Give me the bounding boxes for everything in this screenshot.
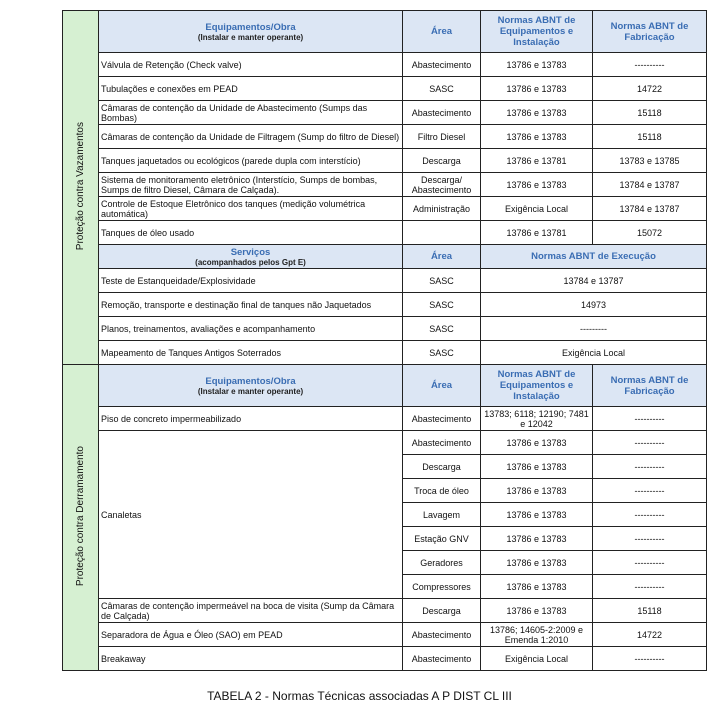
services-header-title: Serviços: [230, 246, 271, 258]
area-cell: Geradores: [403, 551, 481, 575]
fab-norms-header: Normas ABNT de Fabricação: [593, 365, 707, 407]
item-cell: Válvula de Retenção (Check valve): [99, 53, 403, 77]
item-cell: Tanques jaquetados ou ecológicos (parede dupla com interstício): [99, 149, 403, 173]
item-cell: Controle de Estoque Eletrônico dos tanques (medição volumétrica automática): [99, 197, 403, 221]
install-norms-cell: 13786 e 13783: [481, 173, 593, 197]
fab-norms-cell: 13784 e 13787: [593, 173, 707, 197]
area-cell: SASC: [403, 293, 481, 317]
service-cell: Mapeamento de Tanques Antigos Soterrados: [99, 341, 403, 365]
install-norms-cell: 13786 e 13781: [481, 221, 593, 245]
area-cell: Descarga: [403, 455, 481, 479]
section1-equip-header-row: [63, 11, 707, 53]
services-header-row: [63, 245, 707, 269]
table-row: [63, 269, 707, 293]
execution-norms-cell: 14973: [481, 293, 707, 317]
fab-norms-header: Normas ABNT de Fabricação: [593, 11, 707, 53]
canaletas-cell: Canaletas: [99, 431, 403, 599]
fab-norms-cell: ----------: [593, 455, 707, 479]
table-row: [63, 647, 707, 671]
section2-side-cell: [63, 365, 99, 671]
section1-side-label: Proteção contra Vazamentos: [74, 122, 86, 251]
area-cell: Administração: [403, 197, 481, 221]
section1-side-cell: [63, 11, 99, 365]
fab-norms-cell: ----------: [593, 647, 707, 671]
area-cell: Descarga/ Abastecimento: [403, 173, 481, 197]
item-cell: Câmaras de contenção impermeável na boca de visita (Sump da Câmara de Calçada): [99, 599, 403, 623]
area-cell: Abastecimento: [403, 431, 481, 455]
install-norms-cell: 13786 e 13783: [481, 101, 593, 125]
table-row: [63, 407, 707, 431]
service-cell: Planos, treinamentos, avaliações e acompanhamento: [99, 317, 403, 341]
area-cell: Abastecimento: [403, 647, 481, 671]
area-cell: Troca de óleo: [403, 479, 481, 503]
table-row: [63, 221, 707, 245]
standards-table-document: [62, 10, 706, 671]
item-cell: Tanques de óleo usado: [99, 221, 403, 245]
table-row: [63, 431, 707, 455]
fab-norms-cell: ----------: [593, 407, 707, 431]
install-norms-cell: 13786 e 13783: [481, 575, 593, 599]
equip-header-title: Equipamentos/Obra: [205, 375, 296, 387]
execution-norms-cell: Exigência Local: [481, 341, 707, 365]
area-cell: SASC: [403, 317, 481, 341]
table-row: [63, 125, 707, 149]
table-row: [63, 317, 707, 341]
fab-norms-cell: ----------: [593, 53, 707, 77]
fab-norms-cell: 15118: [593, 125, 707, 149]
services-area-header: Área: [403, 245, 481, 269]
item-cell: Câmaras de contenção da Unidade de Filtragem (Sump do filtro de Diesel): [99, 125, 403, 149]
install-norms-cell: 13786 e 13783: [481, 599, 593, 623]
section2-side-label: Proteção contra Derramamento: [74, 446, 86, 587]
install-norms-cell: 13786 e 13783: [481, 527, 593, 551]
table-row: [63, 101, 707, 125]
fab-norms-cell: 14722: [593, 77, 707, 101]
equip-header-subtitle: (Instalar e manter operante): [197, 32, 304, 42]
install-norms-cell: Exigência Local: [481, 197, 593, 221]
equip-header-title-cell: [99, 11, 403, 53]
section2-equip-header-row: [63, 365, 707, 407]
table-row: [63, 173, 707, 197]
item-cell: Câmaras de contenção da Unidade de Abastecimento (Sumps das Bombas): [99, 101, 403, 125]
item-cell: Sistema de monitoramento eletrônico (Interstício, Sumps de bombas, Sumps de filtro Diesel, Câmara de Calçada).: [99, 173, 403, 197]
services-header-title-cell: [99, 245, 403, 269]
fab-norms-cell: ----------: [593, 527, 707, 551]
install-norms-cell: 13786 e 13783: [481, 479, 593, 503]
install-norms-cell: 13786 e 13783: [481, 77, 593, 101]
fab-norms-cell: 13784 e 13787: [593, 197, 707, 221]
fab-norms-cell: ----------: [593, 479, 707, 503]
install-norms-header: Normas ABNT de Equipamentos e Instalação: [481, 365, 593, 407]
table-row: [63, 77, 707, 101]
service-cell: Remoção, transporte e destinação final de tanques não Jaquetados: [99, 293, 403, 317]
area-cell: Filtro Diesel: [403, 125, 481, 149]
fab-norms-cell: ----------: [593, 503, 707, 527]
services-header-subtitle: (acompanhados pelos Gpt E): [195, 257, 306, 267]
area-cell: Abastecimento: [403, 407, 481, 431]
equip-header-subtitle: (Instalar e manter operante): [197, 386, 304, 396]
install-norms-header: Normas ABNT de Equipamentos e Instalação: [481, 11, 593, 53]
table-row: [63, 341, 707, 365]
area-cell: SASC: [403, 269, 481, 293]
install-norms-cell: Exigência Local: [481, 647, 593, 671]
area-cell: Abastecimento: [403, 53, 481, 77]
area-cell: Descarga: [403, 149, 481, 173]
area-cell: Estação GNV: [403, 527, 481, 551]
equip-header-title-cell: [99, 365, 403, 407]
table-row: [63, 197, 707, 221]
install-norms-cell: 13783; 6118; 12190; 7481 e 12042: [481, 407, 593, 431]
fab-norms-cell: ----------: [593, 431, 707, 455]
install-norms-cell: 13786 e 13783: [481, 125, 593, 149]
install-norms-cell: 13786 e 13783: [481, 551, 593, 575]
item-cell: Tubulações e conexões em PEAD: [99, 77, 403, 101]
install-norms-cell: 13786; 14605-2:2009 e Emenda 1:2010: [481, 623, 593, 647]
install-norms-cell: 13786 e 13783: [481, 503, 593, 527]
execution-norms-cell: ---------: [481, 317, 707, 341]
table-row: [63, 53, 707, 77]
area-cell: [403, 221, 481, 245]
fab-norms-cell: ----------: [593, 551, 707, 575]
item-cell: Separadora de Água e Óleo (SAO) em PEAD: [99, 623, 403, 647]
fab-norms-cell: 15072: [593, 221, 707, 245]
execution-norms-header: Normas ABNT de Execução: [481, 245, 707, 269]
install-norms-cell: 13786 e 13783: [481, 431, 593, 455]
area-header: Área: [403, 365, 481, 407]
table-row: [63, 293, 707, 317]
execution-norms-cell: 13784 e 13787: [481, 269, 707, 293]
fab-norms-cell: 15118: [593, 101, 707, 125]
fab-norms-cell: 14722: [593, 623, 707, 647]
standards-table: [62, 10, 707, 671]
item-cell: Breakaway: [99, 647, 403, 671]
area-cell: Abastecimento: [403, 101, 481, 125]
area-cell: Abastecimento: [403, 623, 481, 647]
table-caption: TABELA 2 - Normas Técnicas associadas A P DIST CL III: [207, 689, 512, 703]
fab-norms-cell: ----------: [593, 575, 707, 599]
item-cell: Piso de concreto impermeabilizado: [99, 407, 403, 431]
install-norms-cell: 13786 e 13783: [481, 53, 593, 77]
equip-header-title: Equipamentos/Obra: [205, 21, 296, 33]
install-norms-cell: 13786 e 13783: [481, 455, 593, 479]
service-cell: Teste de Estanqueidade/Explosividade: [99, 269, 403, 293]
area-cell: Compressores: [403, 575, 481, 599]
area-cell: SASC: [403, 77, 481, 101]
table-row: [63, 623, 707, 647]
area-cell: SASC: [403, 341, 481, 365]
fab-norms-cell: 13783 e 13785: [593, 149, 707, 173]
table-row: [63, 149, 707, 173]
area-cell: Descarga: [403, 599, 481, 623]
install-norms-cell: 13786 e 13781: [481, 149, 593, 173]
table-row: [63, 599, 707, 623]
area-header: Área: [403, 11, 481, 53]
fab-norms-cell: 15118: [593, 599, 707, 623]
area-cell: Lavagem: [403, 503, 481, 527]
